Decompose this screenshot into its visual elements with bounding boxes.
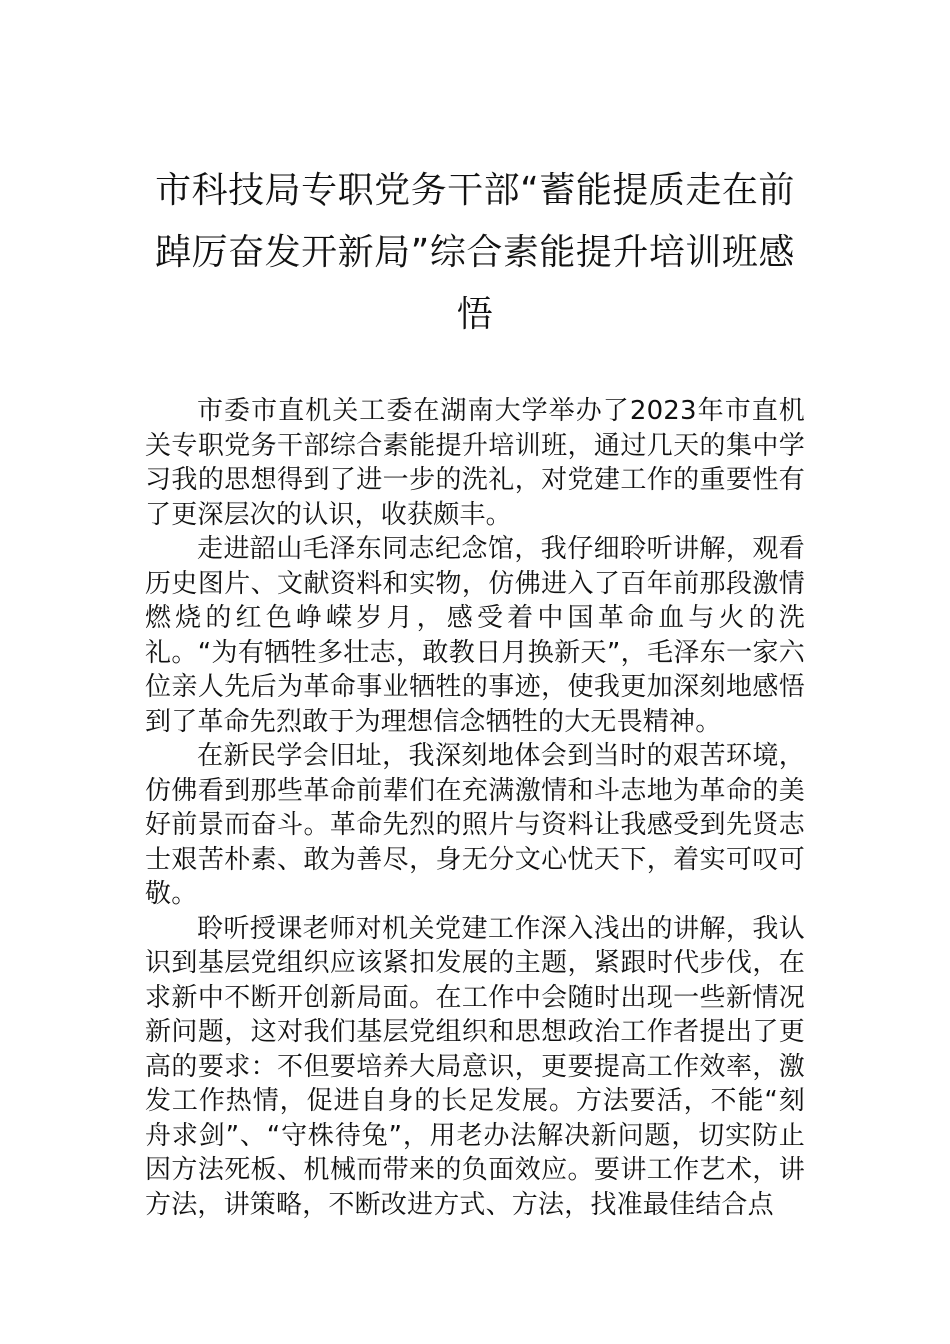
title-line-3: 悟	[456, 294, 494, 335]
paragraph-2: 走进韶山毛泽东同志纪念馆，我仔细聆听讲解，观看历史图片、文献资料和实物，仿佛进入了百年前那段激情燃烧的红色峥嵘岁月，感受着中国革命血与火的洗礼。“为有牺牲多壮志，敢教日月换新天”，毛泽东一家六位亲人先后为革命事业牺牲的事迹，使我更加深刻地感悟到了革命先烈敢于为理想信念牺牲的大无畏精神。	[145, 534, 805, 737]
document-body	[145, 394, 805, 1222]
title-line-2: 踔厉奋发开新局”综合素能提升培训班感	[155, 232, 795, 273]
paragraph-4: 聆听授课老师对机关党建工作深入浅出的讲解，我认识到基层党组织应该紧扣发展的主题，紧跟时代步伐，在求新中不断开创新局面。在工作中会随时出现一些新情况新问题，这对我们基层党组织和思想政治工作者提出了更高的要求：不但要培养大局意识，更要提高工作效率，激发工作热情，促进自身的长足发展。方法要活，不能“刻舟求剑”、“守株待兔”，用老办法解决新问题，切实防止因方法死板、机械而带来的负面效应。要讲工作艺术，讲方法，讲策略，不断改进方式、方法，找准最佳结合点	[145, 913, 805, 1220]
document-title	[140, 160, 810, 346]
paragraph-1: 市委市直机关工委在湖南大学举办了2023年市直机关专职党务干部综合素能提升培训班，通过几天的集中学习我的思想得到了进一步的洗礼，对党建工作的重要性有了更深层次的认识，收获颇丰。	[145, 396, 805, 530]
paragraph-3: 在新民学会旧址，我深刻地体会到当时的艰苦环境，仿佛看到那些革命前辈们在充满激情和斗志地为革命的美好前景而奋斗。革命先烈的照片与资料让我感受到先贤志士艰苦朴素、敢为善尽，身无分文心忧天下，着实可叹可敬。	[145, 741, 805, 909]
title-line-1: 市科技局专职党务干部“蓄能提质走在前	[155, 170, 795, 211]
